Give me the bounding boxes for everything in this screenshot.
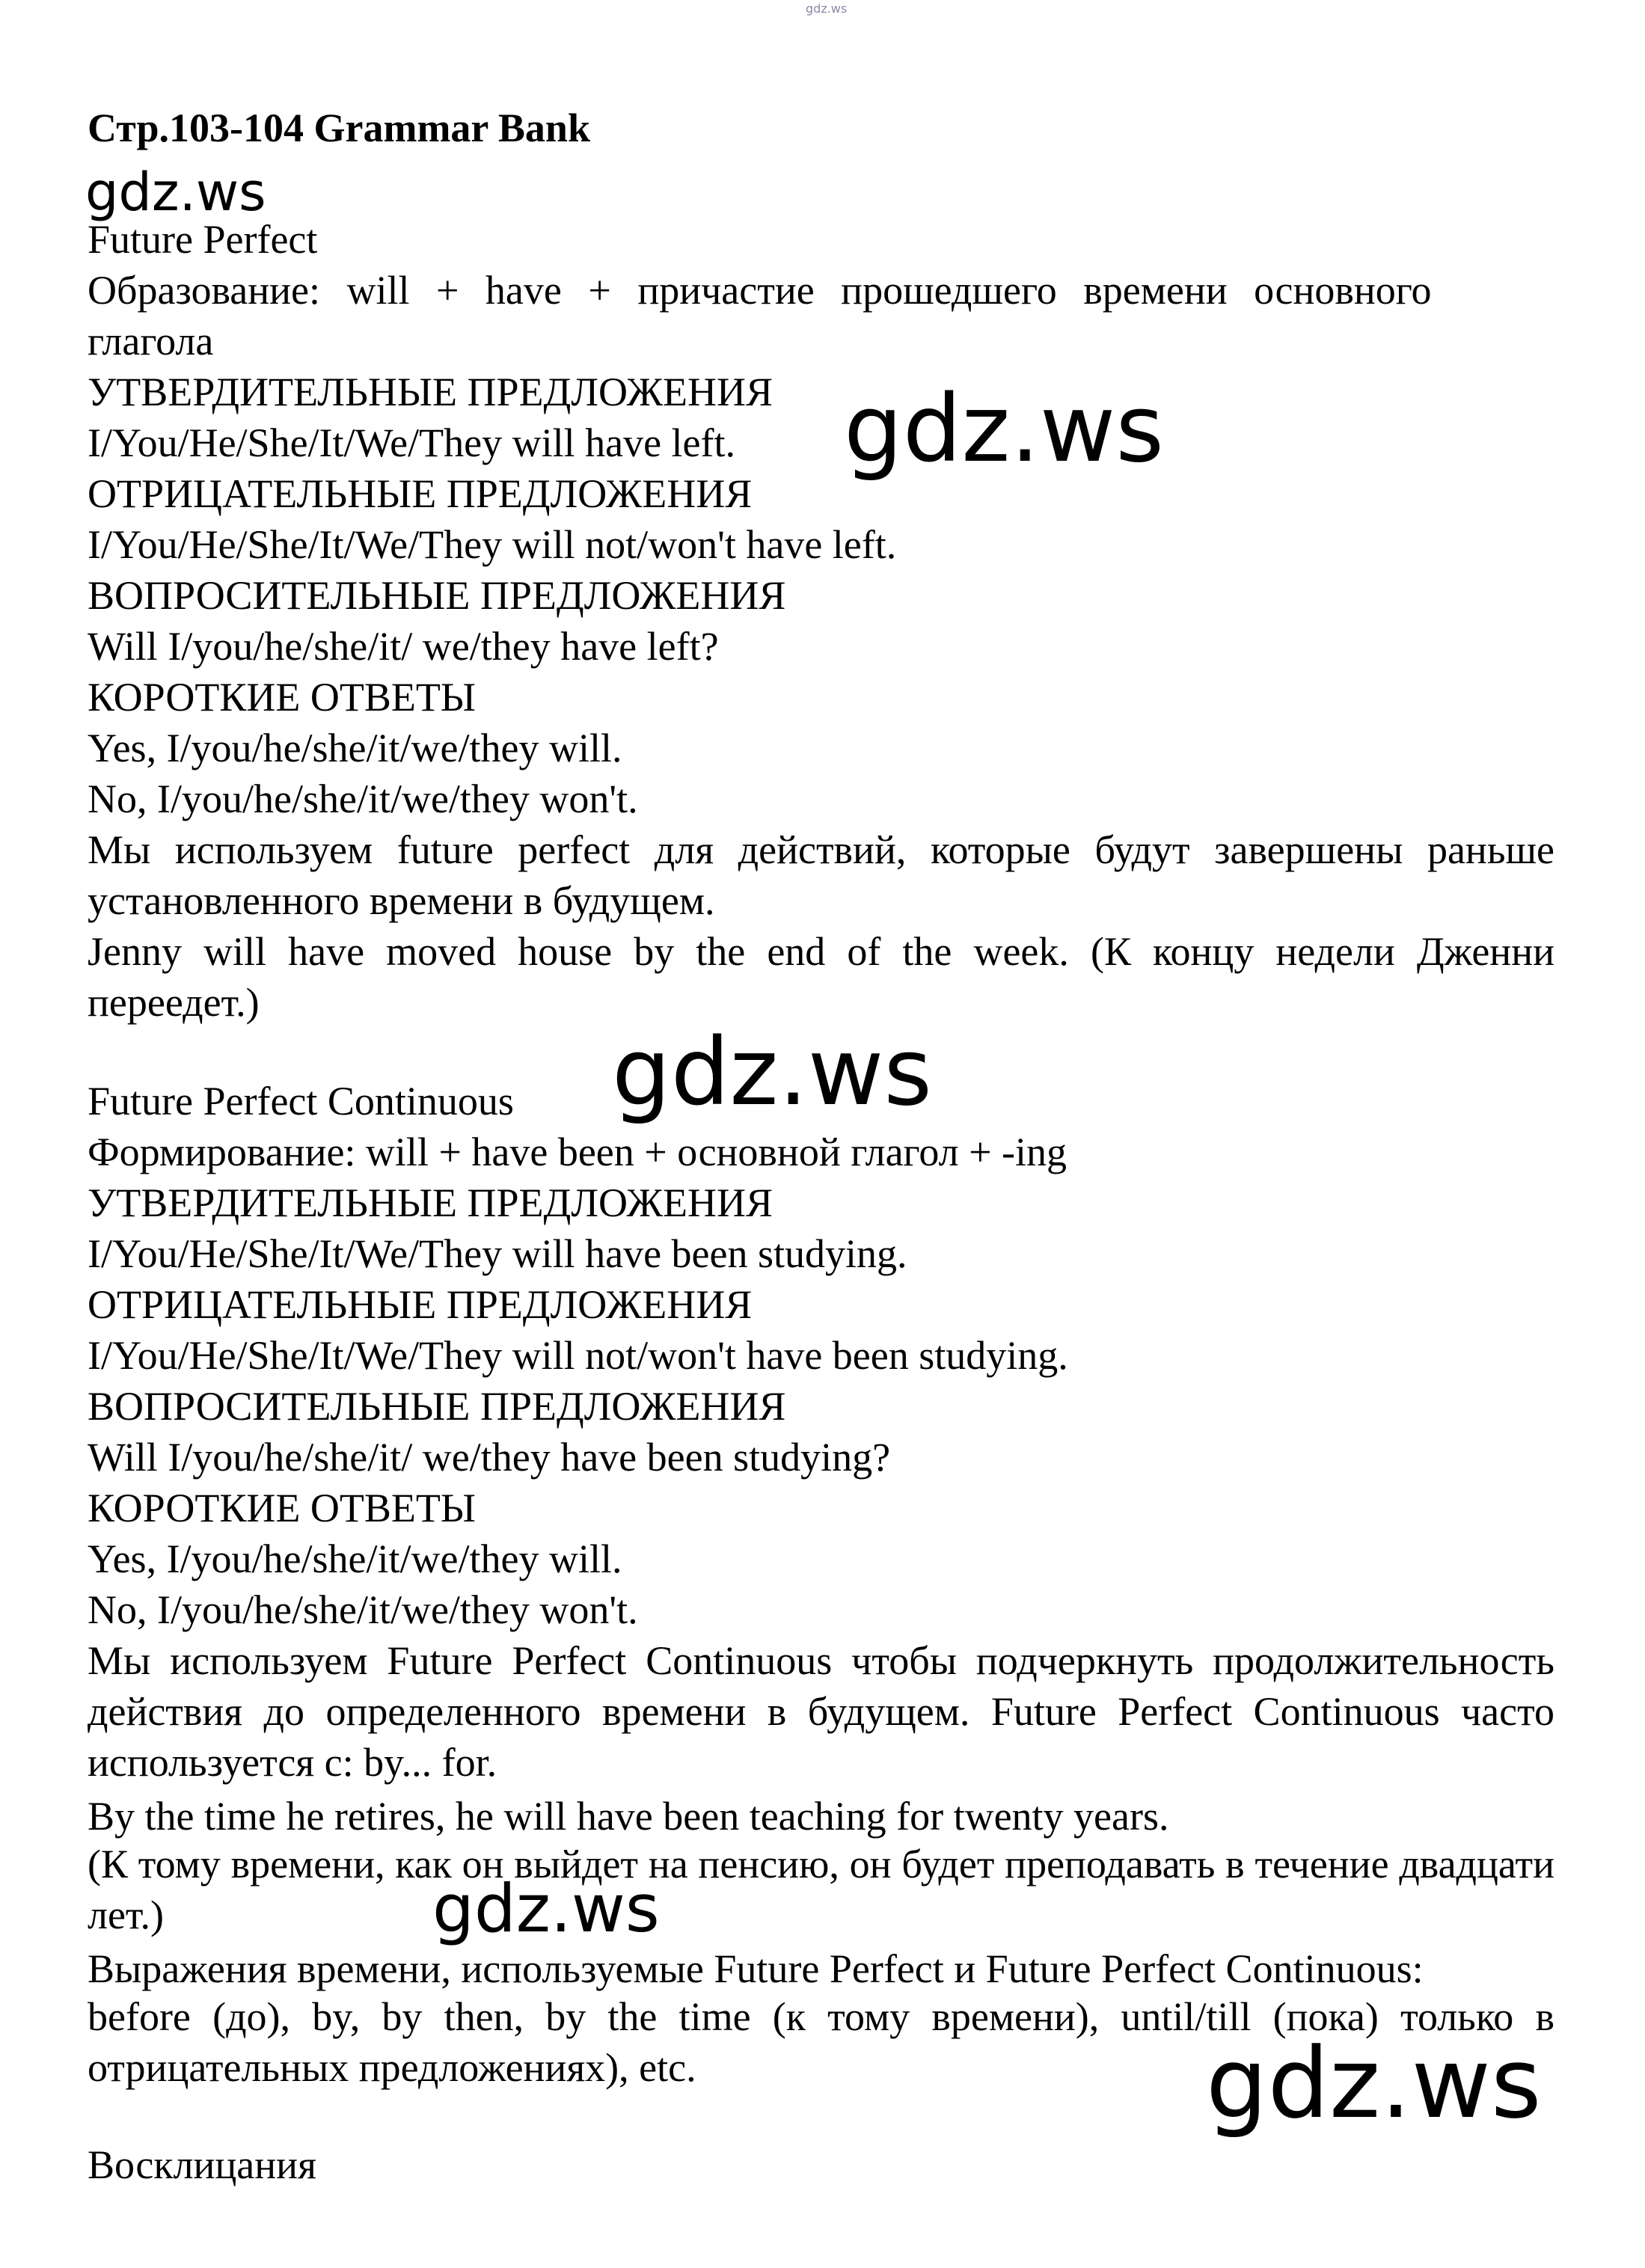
question-example: Will I/you/he/she/it/ we/they have left? [88,624,719,669]
short-answer-yes: Yes, I/you/he/she/it/we/they will. [88,1536,622,1581]
translation-paragraph: (К тому времени, как он выйдет на пенсию, он будет преподавать в течение двадцати лет.) [88,1842,1554,1937]
time-expressions-line: Выражения времени, используемые Future Perfect и Future Perfect Continuous: [88,1946,1424,1991]
example-paragraph: Jenny will have moved house by the end of the week. (К концу недели Дженни переедет.) [88,929,1554,1025]
short-answer-no: No, I/you/he/she/it/we/they won't. [88,776,638,821]
page-heading: Стр.103-104 Grammar Bank [88,105,590,150]
short-answers-label: КОРОТКИЕ ОТВЕТЫ [88,675,476,720]
formation-text: Образование: will + have + причастие прошедшего времени основного [88,268,1432,313]
affirmative-example: I/You/He/She/It/We/They will have been studying. [88,1231,907,1276]
short-answer-no: No, I/you/he/she/it/we/they won't. [88,1587,638,1632]
question-example: Will I/you/he/she/it/ we/they have been studying? [88,1435,891,1480]
example-sentence: By the time he retires, he will have been teaching for twenty years. [88,1794,1169,1839]
negative-label: ОТРИЦАТЕЛЬНЫЕ ПРЕДЛОЖЕНИЯ [88,1282,753,1327]
negative-example: I/You/He/She/It/We/They will not/won't have left. [88,522,897,567]
watermark: gdz.ws [844,376,1164,483]
watermark: gdz.ws [432,1870,660,1947]
watermark: gdz.ws [1206,2026,1542,2140]
question-label: ВОПРОСИТЕЛЬНЫЕ ПРЕДЛОЖЕНИЯ [88,1384,786,1429]
formation-text-continued: глагола [88,319,214,364]
watermark: gdz.ws [85,162,266,223]
usage-paragraph: Мы используем Future Perfect Continuous чтобы подчеркнуть продолжительность действия до определенного времени в будущем. Future Perfect Continuous часто используется с: by... for. [88,1638,1554,1785]
usage-paragraph: Мы используем future perfect для действий, которые будут завершены раньше установленного времени в будущем. [88,827,1554,923]
negative-label: ОТРИЦАТЕЛЬНЫЕ ПРЕДЛОЖЕНИЯ [88,471,753,516]
short-answers-label: КОРОТКИЕ ОТВЕТЫ [88,1486,476,1530]
affirmative-example: I/You/He/She/It/We/They will have left. [88,420,736,465]
negative-example: I/You/He/She/It/We/They will not/won't have been studying. [88,1333,1068,1378]
affirmative-label: УТВЕРДИТЕЛЬНЫЕ ПРЕДЛОЖЕНИЯ [88,1180,773,1225]
affirmative-label: УТВЕРДИТЕЛЬНЫЕ ПРЕДЛОЖЕНИЯ [88,370,773,414]
watermark: gdz.ws [612,1019,932,1127]
section-title: Future Perfect [88,217,318,262]
formation-text: Формирование: will + have been + основной глагол + -ing [88,1130,1067,1174]
section-title: Future Perfect Continuous [88,1079,514,1124]
short-answer-yes: Yes, I/you/he/she/it/we/they will. [88,726,622,770]
section-title: Восклицания [88,2142,316,2187]
top-watermark: gdz.ws [806,1,848,16]
time-expressions-paragraph: before (до), by, by then, by the time (к тому времени), until/till (пока) только в отрицательных предложениях), etc. [88,1994,1554,2090]
question-label: ВОПРОСИТЕЛЬНЫЕ ПРЕДЛОЖЕНИЯ [88,573,786,618]
